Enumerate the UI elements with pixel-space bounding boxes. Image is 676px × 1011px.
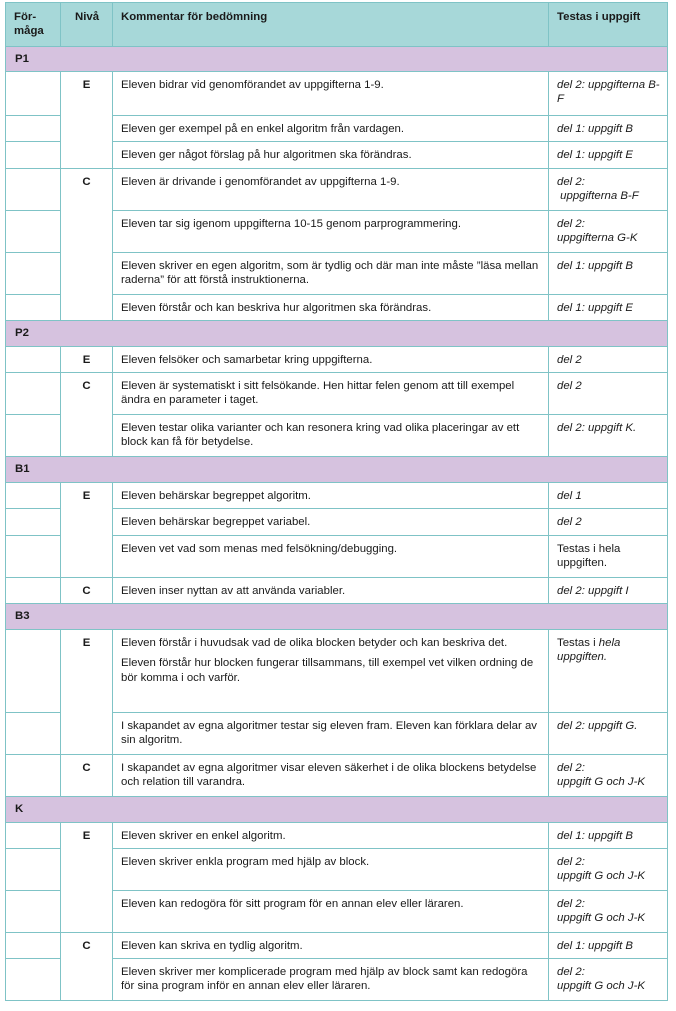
comment-cell: Eleven skriver en enkel algoritm. <box>113 823 549 849</box>
section-title: K <box>6 797 668 823</box>
level-cell: E <box>61 483 113 578</box>
comment-cell: Eleven tar sig igenom uppgifterna 10-15 genom parprogrammering. <box>113 211 549 253</box>
test-cell: del 2 <box>549 373 668 415</box>
formaga-cell <box>6 509 61 536</box>
formaga-cell <box>6 211 61 253</box>
test-cell: del 2: uppgifterna G-K <box>549 211 668 253</box>
section-title: P1 <box>6 47 668 72</box>
table-row <box>6 755 668 797</box>
comment-cell: Eleven behärskar begreppet algoritm. <box>113 483 549 509</box>
comment-cell: I skapandet av egna algoritmer visar eleven säkerhet i de olika blockens betydelse och relation till varandra. <box>113 755 549 797</box>
comment-cell: Eleven kan redogöra för sitt program för en annan elev eller läraren. <box>113 891 549 933</box>
section-title: B3 <box>6 604 668 630</box>
test-cell: del 2: uppgift K. <box>549 415 668 457</box>
formaga-cell <box>6 755 61 797</box>
test-cell: del 1: uppgift E <box>549 295 668 321</box>
table-row <box>6 169 668 211</box>
formaga-cell <box>6 373 61 415</box>
comment-cell: Eleven är systematiskt i sitt felsökande. Hen hittar felen genom att till exempel ändra en parameter i taget. <box>113 373 549 415</box>
test-cell <box>549 630 668 713</box>
formaga-cell <box>6 169 61 211</box>
comment-cell: Eleven felsöker och samarbetar kring uppgifterna. <box>113 347 549 373</box>
test-cell: del 2: uppgifterna B-F <box>549 169 668 211</box>
level-cell: C <box>61 169 113 321</box>
test-plain-text: Testas i <box>557 637 599 649</box>
test-cell: del 1: uppgift B <box>549 253 668 295</box>
level-cell: C <box>61 933 113 1001</box>
formaga-cell <box>6 116 61 142</box>
comment-cell <box>113 630 549 713</box>
formaga-cell <box>6 891 61 933</box>
comment-cell: Eleven skriver mer komplicerade program med hjälp av block samt kan redogöra för sina program inför en annan elev eller läraren. <box>113 959 549 1001</box>
header-kommentar: Kommentar för bedömning <box>113 3 549 47</box>
test-cell: del 1: uppgift B <box>549 933 668 959</box>
table-row <box>6 72 668 116</box>
formaga-cell <box>6 823 61 849</box>
formaga-cell <box>6 959 61 1001</box>
test-cell: del 2: uppgift G och J-K <box>549 755 668 797</box>
section-row-b3 <box>6 604 668 630</box>
section-row-k <box>6 797 668 823</box>
formaga-cell <box>6 72 61 116</box>
formaga-cell <box>6 578 61 604</box>
section-title: B1 <box>6 457 668 483</box>
formaga-cell <box>6 415 61 457</box>
comment-cell: Eleven skriver en egen algoritm, som är tydlig och där man inte måste ”läsa mellan raderna” för att förstå instruktionerna. <box>113 253 549 295</box>
section-row-p1 <box>6 47 668 72</box>
formaga-cell <box>6 849 61 891</box>
test-cell: del 1: uppgift B <box>549 116 668 142</box>
comment-paragraph: Eleven förstår i huvudsak vad de olika blocken betyder och kan beskriva det. <box>121 637 508 649</box>
comment-cell: Eleven skriver enkla program med hjälp av block. <box>113 849 549 891</box>
formaga-cell <box>6 630 61 713</box>
header-row <box>6 3 668 47</box>
comment-cell: Eleven behärskar begreppet variabel. <box>113 509 549 536</box>
section-title: P2 <box>6 321 668 347</box>
test-cell: del 2: uppgift G och J-K <box>549 891 668 933</box>
test-cell: del 1: uppgift E <box>549 142 668 169</box>
header-niva: Nivå <box>61 3 113 47</box>
test-cell: del 2: uppgift G. <box>549 713 668 755</box>
formaga-cell <box>6 295 61 321</box>
assessment-table <box>5 2 668 1001</box>
formaga-cell <box>6 142 61 169</box>
test-cell: del 2: uppgifterna B-F <box>549 72 668 116</box>
comment-cell: Eleven ger något förslag på hur algoritmen ska förändras. <box>113 142 549 169</box>
level-cell: E <box>61 72 113 169</box>
test-cell: del 1 <box>549 483 668 509</box>
test-cell: del 2: uppgift I <box>549 578 668 604</box>
comment-cell: Eleven förstår och kan beskriva hur algoritmen ska förändras. <box>113 295 549 321</box>
section-row-b1 <box>6 457 668 483</box>
level-cell: E <box>61 347 113 373</box>
test-cell: del 2: uppgift G och J-K <box>549 849 668 891</box>
formaga-cell <box>6 347 61 373</box>
level-cell: E <box>61 823 113 933</box>
table-row <box>6 483 668 509</box>
formaga-cell <box>6 253 61 295</box>
level-cell: C <box>61 578 113 604</box>
table-row <box>6 578 668 604</box>
table-row <box>6 933 668 959</box>
comment-cell: Eleven testar olika varianter och kan resonera kring vad olika placeringar av ett block kan få för betydelse. <box>113 415 549 457</box>
header-formaga: För- måga <box>6 3 61 47</box>
formaga-cell <box>6 483 61 509</box>
comment-cell: Eleven inser nyttan av att använda variabler. <box>113 578 549 604</box>
comment-cell: Eleven kan skriva en tydlig algoritm. <box>113 933 549 959</box>
header-testas: Testas i uppgift <box>549 3 668 47</box>
table-row <box>6 823 668 849</box>
comment-cell: Eleven ger exempel på en enkel algoritm från vardagen. <box>113 116 549 142</box>
table-row <box>6 373 668 415</box>
comment-cell: Eleven bidrar vid genomförandet av uppgifterna 1-9. <box>113 72 549 116</box>
test-italic-text: hela uppgiften. <box>557 637 621 664</box>
section-row-p2 <box>6 321 668 347</box>
formaga-cell <box>6 536 61 578</box>
comment-cell: Eleven vet vad som menas med felsökning/debugging. <box>113 536 549 578</box>
test-cell: del 2 <box>549 509 668 536</box>
test-cell: del 1: uppgift B <box>549 823 668 849</box>
comment-paragraph: Eleven förstår hur blocken fungerar tillsammans, till exempel vet vilken ordning de bör komma i och varför. <box>121 657 534 684</box>
formaga-cell <box>6 713 61 755</box>
test-cell: Testas i hela uppgiften. <box>549 536 668 578</box>
level-cell: C <box>61 755 113 797</box>
formaga-cell <box>6 933 61 959</box>
comment-cell: Eleven är drivande i genomförandet av uppgifterna 1-9. <box>113 169 549 211</box>
comment-cell: I skapandet av egna algoritmer testar sig eleven fram. Eleven kan förklara delar av sin algoritm. <box>113 713 549 755</box>
test-cell: del 2 <box>549 347 668 373</box>
test-cell: del 2: uppgift G och J-K <box>549 959 668 1001</box>
level-cell: E <box>61 630 113 755</box>
level-cell: C <box>61 373 113 457</box>
table-row <box>6 347 668 373</box>
table-row <box>6 630 668 713</box>
